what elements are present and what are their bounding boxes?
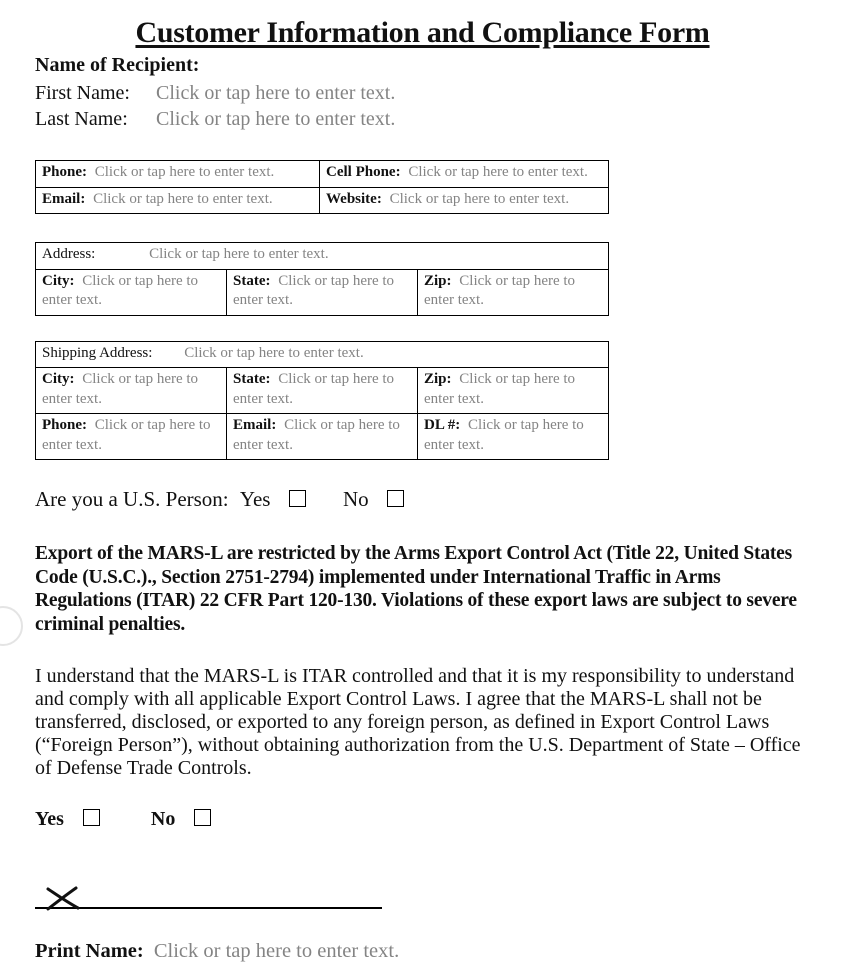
table-row bbox=[36, 414, 609, 460]
shipping-address-cell bbox=[36, 341, 609, 368]
cell-phone-label: Cell Phone: bbox=[326, 164, 401, 180]
shipping-dl-input[interactable]: Click or tap here to enter text. bbox=[424, 417, 584, 453]
us-person-question: Are you a U.S. Person: bbox=[35, 487, 229, 511]
first-name-input[interactable]: Click or tap here to enter text. bbox=[156, 82, 396, 104]
shipping-city-cell bbox=[36, 368, 227, 414]
table-row bbox=[36, 341, 609, 368]
shipping-address-table bbox=[35, 341, 609, 461]
table-row bbox=[36, 269, 609, 315]
website-label: Website: bbox=[326, 190, 382, 207]
email-label: Email: bbox=[233, 417, 277, 433]
state-label: State: bbox=[233, 272, 271, 289]
us-person-no-checkbox[interactable] bbox=[387, 490, 404, 507]
phone-input[interactable]: Click or tap here to enter text. bbox=[94, 164, 275, 180]
contact-table bbox=[35, 160, 609, 214]
phone-label: Phone: bbox=[42, 164, 87, 180]
print-name-label: Print Name: bbox=[35, 940, 144, 962]
itar-restriction-notice: Export of the MARS-L are restricted by the Arms Export Control Act (Title 22, United States Code (U.S.C.)., Section 2751-2794) implemented under International Traffic in Arms Regulations (ITAR) 22 CFR Part 120-130. Violations of these export laws are subject to severe criminal penalties. bbox=[35, 543, 797, 635]
shipping-state-cell bbox=[227, 368, 418, 414]
agreement-no-label: No bbox=[150, 808, 176, 830]
signature-x-icon bbox=[45, 885, 81, 911]
shipping-phone-cell bbox=[36, 414, 227, 460]
address-cell bbox=[36, 243, 609, 270]
phone-label: Phone: bbox=[42, 417, 87, 433]
zip-label: Zip: bbox=[424, 272, 452, 289]
address-table bbox=[35, 242, 609, 316]
email-label: Email: bbox=[42, 190, 86, 207]
last-name-input[interactable]: Click or tap here to enter text. bbox=[156, 108, 396, 130]
table-row bbox=[36, 243, 609, 270]
first-name-row bbox=[35, 80, 810, 106]
signature-line[interactable] bbox=[35, 877, 382, 909]
agreement-yes-no-row bbox=[35, 808, 810, 831]
shipping-city-input[interactable]: Click or tap here to enter text. bbox=[42, 371, 199, 407]
address-zip-cell bbox=[418, 269, 609, 315]
address-label: Address: bbox=[42, 246, 96, 262]
shipping-dl-cell bbox=[418, 414, 609, 460]
phone-cell bbox=[36, 161, 320, 188]
address-state-input[interactable]: Click or tap here to enter text. bbox=[233, 272, 395, 308]
website-input[interactable]: Click or tap here to enter text. bbox=[389, 190, 570, 207]
print-name-input[interactable]: Click or tap here to enter text. bbox=[153, 940, 400, 962]
address-city-input[interactable]: Click or tap here to enter text. bbox=[42, 272, 199, 308]
dl-number-label: DL #: bbox=[424, 417, 461, 433]
address-state-cell bbox=[227, 269, 418, 315]
last-name-row bbox=[35, 106, 810, 132]
table-row bbox=[36, 161, 609, 188]
shipping-zip-cell bbox=[418, 368, 609, 414]
agreement-no-checkbox[interactable] bbox=[194, 809, 211, 826]
cell-phone-cell bbox=[320, 161, 609, 188]
shipping-state-input[interactable]: Click or tap here to enter text. bbox=[233, 371, 395, 407]
page-title: Customer Information and Compliance Form bbox=[135, 16, 710, 49]
state-label: State: bbox=[233, 371, 271, 387]
us-person-no-label: No bbox=[342, 487, 369, 511]
agreement-yes-label: Yes bbox=[35, 808, 64, 830]
shipping-zip-input[interactable]: Click or tap here to enter text. bbox=[424, 371, 576, 407]
shipping-phone-input[interactable]: Click or tap here to enter text. bbox=[42, 417, 211, 453]
city-label: City: bbox=[42, 371, 75, 387]
us-person-question-row bbox=[35, 487, 810, 512]
last-name-label: Last Name: bbox=[35, 108, 128, 130]
email-input[interactable]: Click or tap here to enter text. bbox=[93, 190, 273, 207]
shipping-address-label: Shipping Address: bbox=[42, 344, 153, 361]
us-person-yes-checkbox[interactable] bbox=[289, 490, 306, 507]
shipping-email-input[interactable]: Click or tap here to enter text. bbox=[233, 417, 400, 453]
us-person-yes-label: Yes bbox=[239, 487, 271, 511]
address-city-cell bbox=[36, 269, 227, 315]
print-name-row bbox=[35, 940, 810, 963]
website-cell bbox=[320, 187, 609, 214]
table-row bbox=[36, 368, 609, 414]
address-zip-input[interactable]: Click or tap here to enter text. bbox=[424, 272, 576, 308]
first-name-label: First Name: bbox=[35, 82, 130, 104]
shipping-address-input[interactable]: Click or tap here to enter text. bbox=[184, 344, 364, 361]
margin-circle-artifact bbox=[0, 606, 23, 646]
table-row bbox=[36, 187, 609, 214]
address-input[interactable]: Click or tap here to enter text. bbox=[149, 246, 329, 262]
recipient-heading: Name of Recipient: bbox=[35, 54, 200, 76]
city-label: City: bbox=[42, 272, 75, 289]
agreement-yes-checkbox[interactable] bbox=[83, 809, 100, 826]
shipping-email-cell bbox=[227, 414, 418, 460]
email-cell bbox=[36, 187, 320, 214]
cell-phone-input[interactable]: Click or tap here to enter text. bbox=[408, 164, 588, 180]
itar-acknowledgement-paragraph: I understand that the MARS-L is ITAR controlled and that it is my responsibility to understand and comply with all applicable Export Control Laws. I agree that the MARS-L shall not be transferred, disclosed, or exported to any foreign person, as defined in Export Control Laws (“Foreign Person”), without obtaining authorization from the U.S. Department of State – Office of Defense Trade Controls. bbox=[35, 665, 801, 779]
signature-block bbox=[35, 877, 810, 909]
zip-label: Zip: bbox=[424, 371, 452, 387]
